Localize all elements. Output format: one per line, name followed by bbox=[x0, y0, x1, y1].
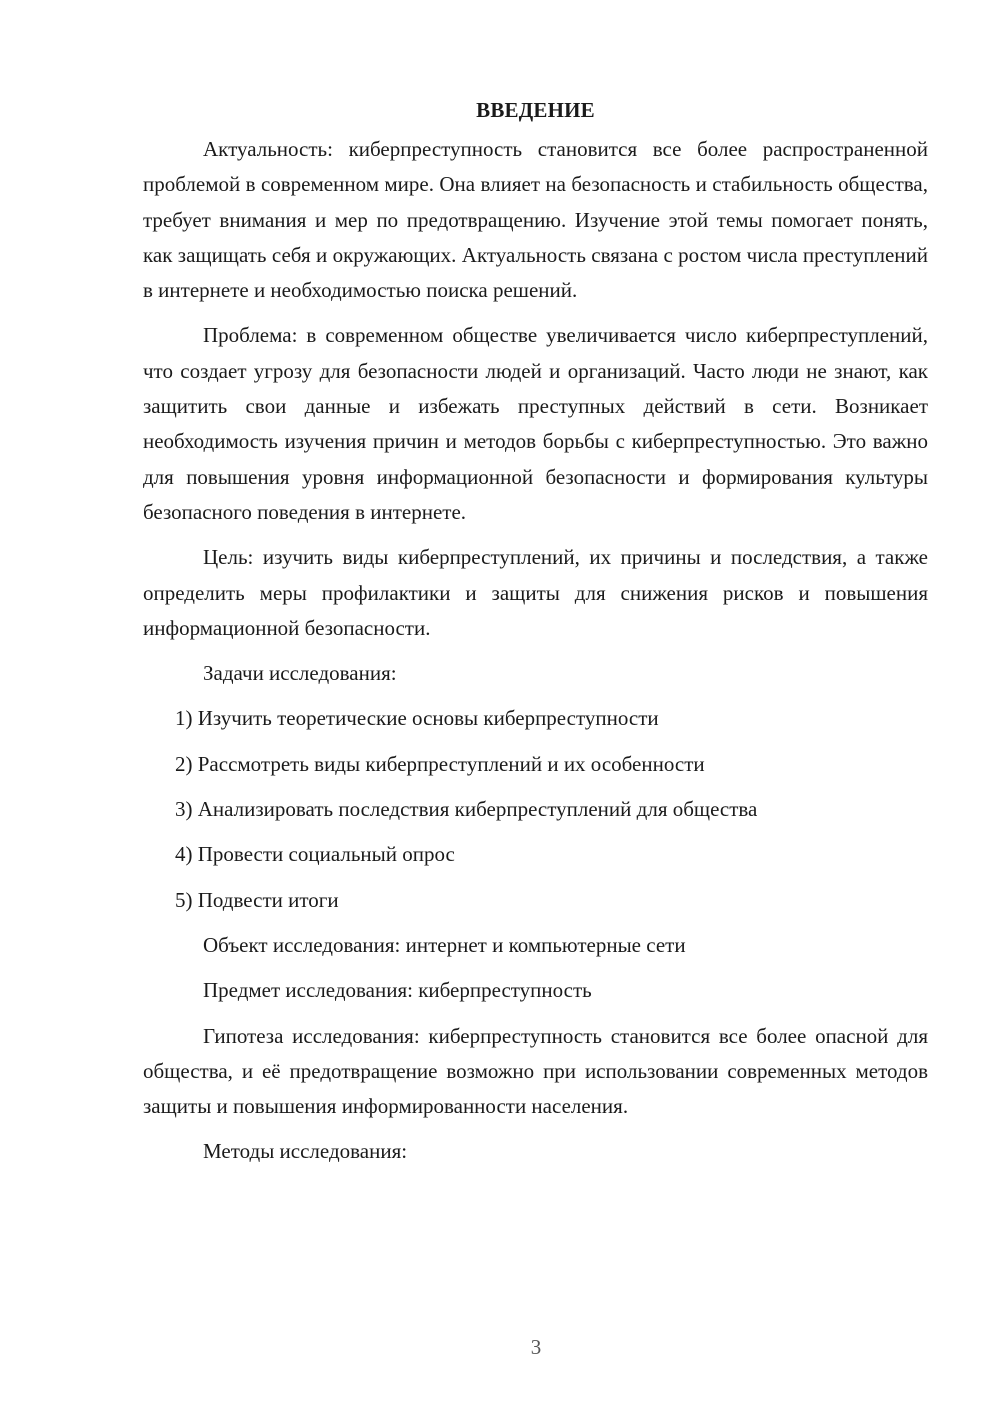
tasks-title: Задачи исследования: bbox=[203, 661, 397, 686]
research-object: Объект исследования: интернет и компьютерные сети bbox=[203, 932, 686, 957]
list-item: 2) Рассмотреть виды киберпреступлений и их особенности bbox=[175, 751, 705, 776]
research-subject: Предмет исследования: киберпреступность bbox=[203, 978, 592, 1003]
paragraph-hypothesis: Гипотеза исследования: киберпреступность становится все более опасной для общества, и её предотвращение возможно при использовании современных методов защиты и повышения информированности населения. bbox=[143, 1023, 928, 1119]
methods-title: Методы исследования: bbox=[203, 1139, 408, 1164]
paragraph-goal: Цель: изучить виды киберпреступлений, их причины и последствия, а также определить меры профилактики и защиты для снижения рисков и повышения информационной безопасности. bbox=[143, 545, 928, 640]
document-page bbox=[143, 92, 928, 1180]
list-item: 5) Подвести итоги bbox=[175, 887, 339, 912]
list-item: 4) Провести социальный опрос bbox=[175, 842, 455, 867]
page-title: ВВЕДЕНИЕ bbox=[476, 98, 595, 122]
list-item: 3) Анализировать последствия киберпреступлений для общества bbox=[175, 797, 758, 822]
tasks-list bbox=[143, 701, 928, 917]
paragraph-relevance: Актуальность: киберпреступность становится все более распространенной проблемой в современном мире. Она влияет на безопасность и стабильность общества, требует внимания и мер по предотвращению. Изучение этой темы помогает понять, как защищать себя и окружающих. Актуальность связана с ростом числа преступлений в интернете и необходимостью поиска решений. bbox=[143, 137, 928, 303]
page-number: 3 bbox=[530, 1335, 542, 1359]
paragraph-problem: Проблема: в современном обществе увеличивается число киберпреступлений, что создает угрозу для безопасности людей и организаций. Часто люди не знают, как защитить свои данные и избежать преступных действий в сети. Возникает необходимость изучения причин и методов борьбы с киберпреступностью. Это важно для повышения уровня информационной безопасности и формирования культуры безопасного поведения в интернете. bbox=[143, 323, 928, 524]
list-item: 1) Изучить теоретические основы киберпреступности bbox=[175, 706, 659, 731]
